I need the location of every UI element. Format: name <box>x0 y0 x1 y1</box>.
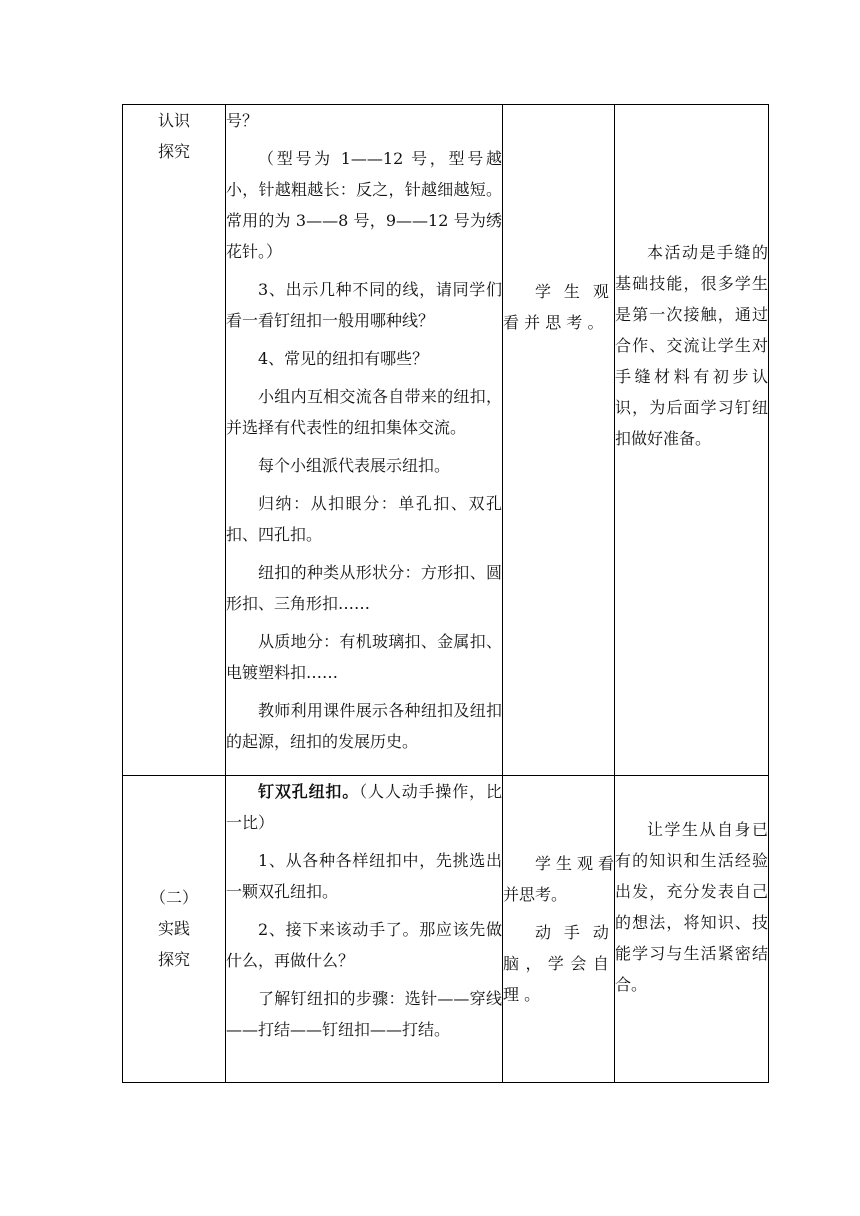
content-paragraph: 2、接下来该动手了。那应该先做什么，再做什么？ <box>226 920 502 970</box>
stage-label-cell <box>123 105 226 776</box>
design-intent-cell <box>615 776 769 1083</box>
content-paragraph: 了解钉纽扣的步骤：选针——穿线——打结——钉纽扣——打结。 <box>226 989 502 1039</box>
content-paragraph: 号？ <box>226 111 259 130</box>
stage-label-cell <box>123 776 226 1083</box>
lesson-plan-table <box>122 104 769 1083</box>
content-paragraph: 教师利用课件展示各种纽扣及纽扣的起源，纽扣的发展历史。 <box>226 701 502 751</box>
student-activity-text: 学生观看并思考。 <box>503 854 614 904</box>
design-intent-text: 本活动是手缝的基础技能，很多学生是第一次接触，通过合作、交流让学生对手缝材料有初步认识，为后面学习钉纽扣做好准备。 <box>615 243 768 448</box>
content-paragraph: 3、出示几种不同的线，请同学们看一看钉纽扣一般用哪种线？ <box>226 280 502 330</box>
table-row <box>123 105 769 776</box>
stage-label-line: 实践 <box>157 919 190 938</box>
student-activity-cell <box>503 776 615 1083</box>
content-paragraph: （型号为 1——12 号，型号越小，针越粗越长：反之，针越细越短。常用的为 3——8 号，9——12 号为绣花针。） <box>226 149 502 261</box>
student-activity-text: 动手动脑，学会自理。 <box>503 923 614 1004</box>
section-title-note: （人人动手操作，比一比） <box>226 782 502 832</box>
design-intent-cell <box>615 105 769 776</box>
stage-label-line: 探究 <box>157 142 190 161</box>
teaching-content-cell <box>226 105 503 776</box>
design-intent-text: 让学生从自身已有的知识和生活经验出发，充分发表自己的想法，将知识、技能学习与生活紧密结合。 <box>615 820 768 994</box>
content-paragraph: 4、常见的纽扣有哪些？ <box>258 349 429 368</box>
table-row <box>123 776 769 1083</box>
student-activity-text: 学生观看并思考。 <box>503 282 614 332</box>
stage-label-line: 认识 <box>157 111 190 130</box>
teaching-content-cell <box>226 776 503 1083</box>
content-paragraph: 每个小组派代表展示纽扣。 <box>258 456 451 475</box>
content-paragraph: 从质地分：有机玻璃扣、金属扣、电镀塑料扣…… <box>226 632 502 682</box>
stage-label-line: 探究 <box>157 950 190 969</box>
stage-label-line: （二） <box>149 888 198 907</box>
content-paragraph: 纽扣的种类从形状分：方形扣、圆形扣、三角形扣…… <box>226 563 502 613</box>
content-paragraph <box>226 776 502 838</box>
content-paragraph: 小组内互相交流各自带来的纽扣，并选择有代表性的纽扣集体交流。 <box>226 387 502 437</box>
section-title: 钉双孔纽扣。 <box>258 782 360 801</box>
content-paragraph: 1、从各种各样纽扣中，先挑选出一颗双孔纽扣。 <box>226 851 502 901</box>
student-activity-cell <box>503 105 615 776</box>
content-paragraph: 归纳：从扣眼分：单孔扣、双孔扣、四孔扣。 <box>226 494 502 544</box>
